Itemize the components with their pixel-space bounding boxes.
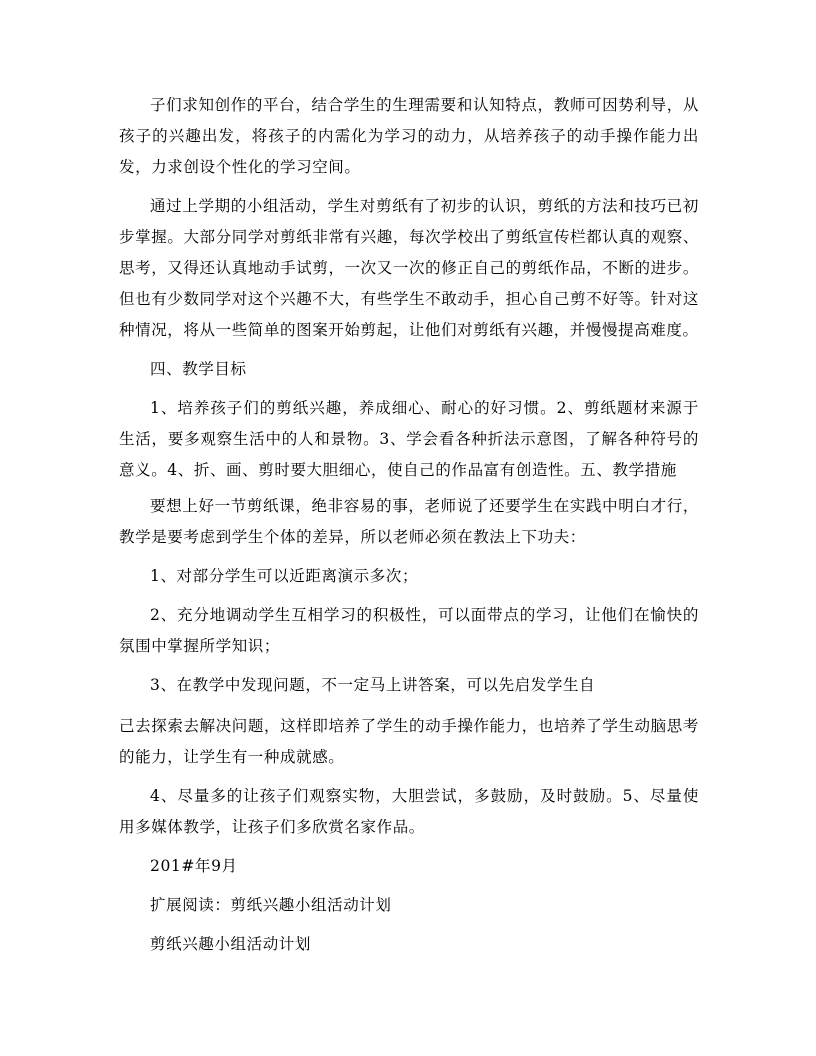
paragraph-intro-continuation: 子们求知创作的平台，结合学生的生理需要和认知特点，教师可因势利导，从孩子的兴趣出发，将孩子的内需化为学习的动力，从培养孩子的动手操作能力出发，力求创设个性化的学习空间。 <box>119 96 699 176</box>
plan-title: 剪纸兴趣小组活动计划 <box>150 935 312 953</box>
paragraph-teaching-goals: 1、培养孩子们的剪纸兴趣，养成细心、耐心的好习惯。2、剪纸题材来源于生活，要多观察生活中的人和景物。3、学会看各种折法示意图，了解各种符号的意义。4、折、画、剪时要大胆细心，使自己的作品富有创造性。五、教学措施 <box>119 399 699 479</box>
section-heading-teaching-goals: 四、教学目标 <box>150 360 247 378</box>
paragraph-teaching-measures: 要想上好一节剪纸课，绝非容易的事，老师说了还要学生在实践中明白才行，教学是要考虑到学生个体的差异，所以老师必须在教法上下功夫： <box>119 497 699 546</box>
paragraph-student-situation: 通过上学期的小组活动，学生对剪纸有了初步的认识，剪纸的方法和技巧已初步掌握。大部分同学对剪纸非常有兴趣，每次学校出了剪纸宣传栏都认真的观察、思考，又得还认真地动手试剪，一次又一次的修正自己的剪纸作品，不断的进步。但也有少数同学对这个兴趣不大，有些学生不敢动手，担心自己剪不好等。针对这种情况，将从一些简单的图案开始剪起，让他们对剪纸有兴趣，并慢慢提高难度。 <box>119 197 699 339</box>
document-body <box>119 90 699 960</box>
paragraph-measure-3-continuation: 己去探索去解决问题，这样即培养了学生的动手操作能力，也培养了学生动脑思考的能力，让学生有一种成就感。 <box>119 717 699 766</box>
list-item-measure-1: 1、对部分学生可以近距离演示多次； <box>150 567 419 585</box>
document-date: 201#年9月 <box>150 857 238 875</box>
list-item-measure-2: 2、充分地调动学生互相学习的积极性，可以面带点的学习，让他们在愉快的氛围中掌握所学知识； <box>119 606 699 655</box>
extended-reading-heading: 扩展阅读：剪纸兴趣小组活动计划 <box>150 896 392 914</box>
list-item-measure-4-5: 4、尽量多的让孩子们观察实物，大胆尝试，多鼓励，及时鼓励。5、尽量使用多媒体教学，让孩子们多欣赏名家作品。 <box>119 787 699 836</box>
list-item-measure-3: 3、在教学中发现问题，不一定马上讲答案，可以先启发学生自 <box>150 676 596 694</box>
